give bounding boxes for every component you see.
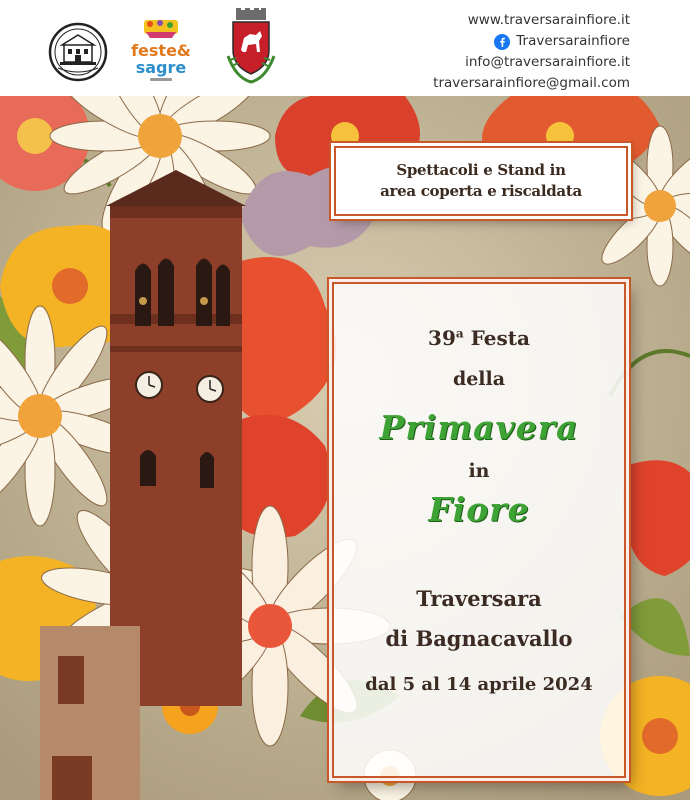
- place-name: Traversara: [416, 586, 542, 611]
- notice-line-2: area coperta e riscaldata: [380, 182, 582, 200]
- edition-title: [334, 326, 624, 350]
- event-box: [332, 282, 626, 778]
- svg-text:sagre: sagre: [135, 58, 187, 77]
- email-info[interactable]: info@traversarainfiore.it: [465, 54, 630, 70]
- coat-of-arms: [226, 8, 276, 84]
- edition-number: 39: [428, 326, 456, 350]
- event-dates: dal 5 al 14 aprile 2024: [365, 674, 593, 695]
- place-subname: di Bagnacavallo: [385, 626, 573, 651]
- fiore-title: Fiore: [428, 490, 530, 529]
- email-gmail[interactable]: traversarainfiore@gmail.com: [433, 75, 630, 91]
- feste-sagre-logo: [126, 18, 196, 88]
- borgo-logo: [48, 22, 108, 82]
- header: [0, 0, 690, 96]
- in-text: in: [468, 460, 490, 482]
- notice-line-1: Spettacoli e Stand in: [396, 161, 566, 179]
- edition-suffix: a: [455, 326, 464, 341]
- della-text: della: [452, 368, 506, 390]
- facebook-label: Traversarainfiore: [516, 33, 630, 49]
- svg-text:feste&: feste&: [131, 41, 191, 60]
- website-link[interactable]: www.traversarainfiore.it: [467, 12, 630, 28]
- facebook-icon: [494, 34, 510, 50]
- contacts: [433, 10, 630, 94]
- primavera-title: Primavera: [379, 408, 579, 447]
- facebook-row[interactable]: [433, 31, 630, 52]
- notice-box: [334, 146, 628, 216]
- edition-word: Festa: [470, 326, 530, 350]
- bell-tower: [106, 170, 246, 706]
